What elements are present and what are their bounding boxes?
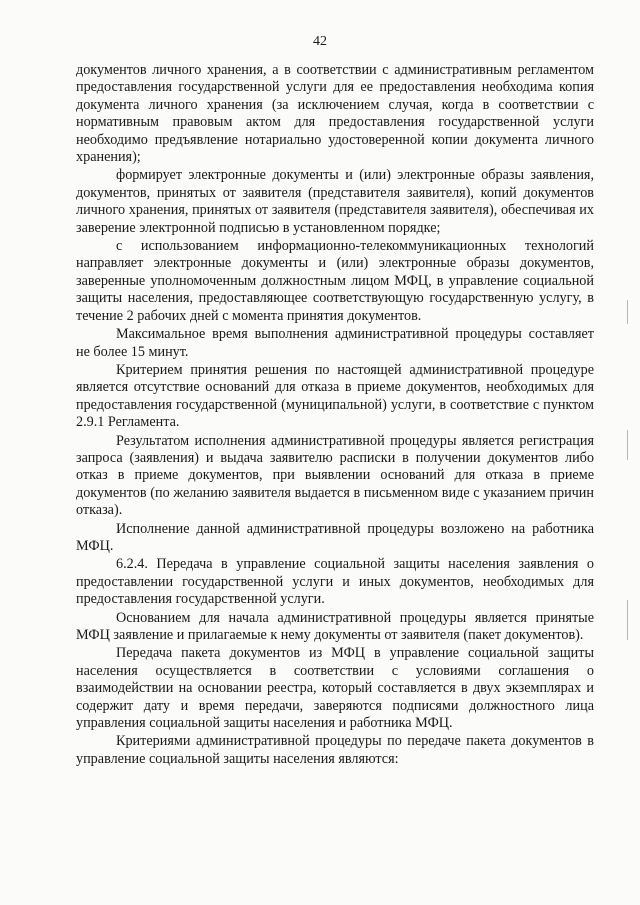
scan-margin-mark	[627, 430, 628, 460]
paragraph-9: Основанием для начала административной процедуры является принятые МФЦ заявление и прилагаемые к нему документы от заявителя (пакет документов).	[76, 609, 594, 643]
scan-margin-mark	[627, 600, 628, 640]
paragraph-6: Результатом исполнения административной процедуры является регистрация запроса (заявления) и выдача заявителю расписки в получении документов либо отказ в приеме документов, при выявлении оснований для отказа в приеме документов (по желанию заявителя выдается в письменном виде с указанием причин отказа).	[76, 432, 594, 519]
paragraph-4: Максимальное время выполнения административной процедуры составляет не более 15 минут.	[76, 326, 594, 360]
page-number: 42	[313, 34, 327, 49]
paragraph-1: документов личного хранения, а в соответствии с административным регламентом предоставления государственной услуги для ее предоставления необходима копия документа личного хранения (за исключением случая, когда в соответствии с нормативным правовым актом для предоставления государственной услуги необходимо предъявление нотариально удостоверенной копии документа личного хранения);	[76, 62, 594, 166]
paragraph-10: Передача пакета документов из МФЦ в управление социальной защиты населения осуществляется в соответствии с условиями соглашения о взаимодействии на основании реестра, который составляется в двух экземплярах и содержит дату и время передачи, заверяются подписями должностного лица управления социальной защиты населения и работника МФЦ.	[76, 645, 594, 732]
paragraph-8: 6.2.4. Передача в управление социальной защиты населения заявления о предоставлении государственной услуги и иных документов, необходимых для предоставления государственной услуги.	[76, 556, 594, 608]
paragraph-5: Критерием принятия решения по настоящей административной процедуре является отсутствие оснований для отказа в приеме документов, необходимых для предоставления государственной (муниципальной) услуги, в соответствие с пунктом 2.9.1 Регламента.	[76, 361, 594, 431]
paragraph-3: с использованием информационно-телекоммуникационных технологий направляет электронные документы и (или) электронные образы документов, заверенные уполномоченным должностным лицом МФЦ, в управление социальной защиты населения, предоставляющее соответствующую государственную услугу, в течение 2 рабочих дней с момента принятия документов.	[76, 238, 594, 324]
paragraph-7: Исполнение данной административной процедуры возложено на работника МФЦ.	[76, 520, 594, 554]
paragraph-11: Критериями административной процедуры по передаче пакета документов в управление социальной защиты населения являются:	[76, 733, 594, 767]
paragraph-2: формирует электронные документы и (или) электронные образы заявления, документов, принятых от заявителя (представителя заявителя), копий документов личного хранения, принятых от заявителя (представителя заявителя), обеспечивая их заверение электронной подписью в установленном порядке;	[76, 167, 594, 236]
scan-margin-mark	[627, 300, 628, 324]
document-body	[76, 62, 594, 768]
